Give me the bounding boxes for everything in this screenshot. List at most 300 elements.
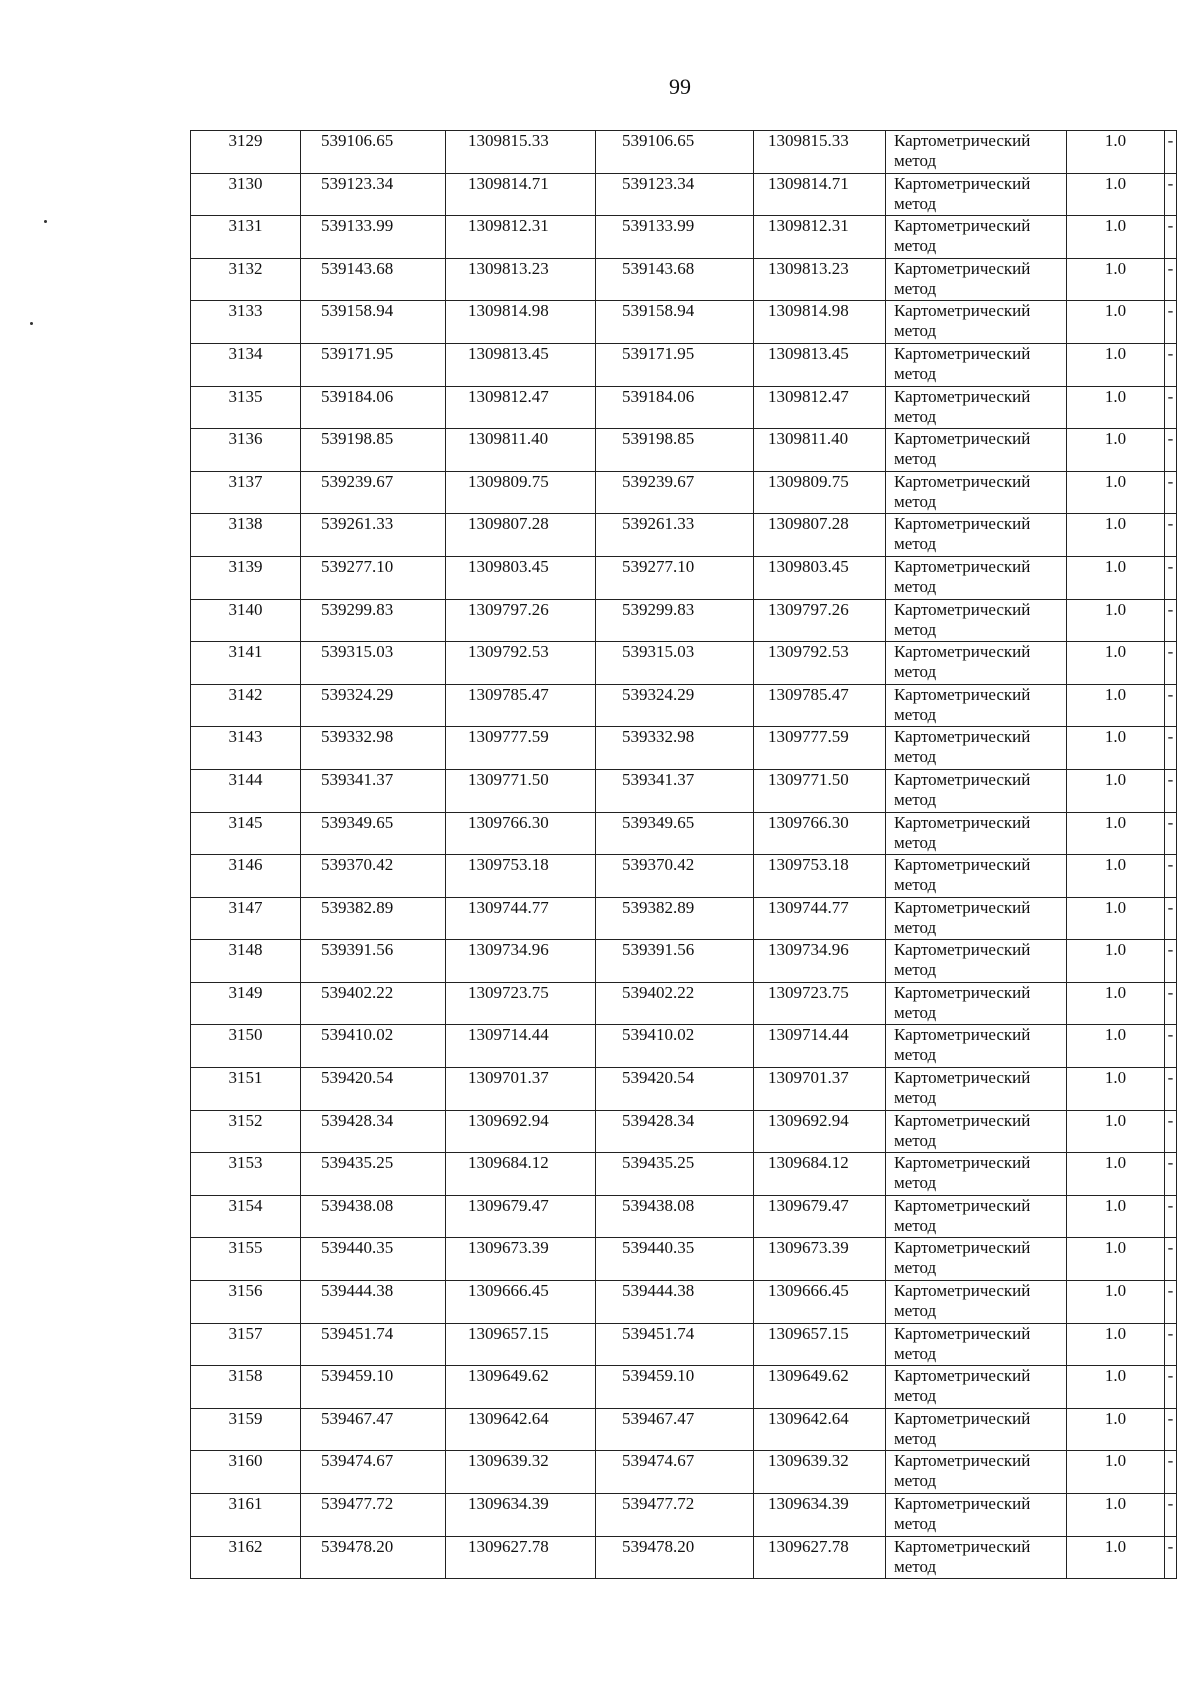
note-cell: - [1165, 982, 1177, 1025]
method-line-2: метод [894, 236, 937, 256]
method-line-2: метод [894, 1088, 937, 1108]
method-line-1: Картометрический [894, 343, 1031, 363]
y-coordinate-cell: 1309814.98 [446, 301, 596, 344]
method-line-2: метод [894, 1343, 937, 1363]
point-number-cell: 3157 [191, 1323, 301, 1366]
y-coordinate-cell: 1309634.39 [446, 1494, 596, 1537]
point-number-cell: 3142 [191, 684, 301, 727]
method-cell [886, 684, 1067, 727]
accuracy-cell: 1.0 [1067, 1494, 1165, 1537]
y-coordinate-cell: 1309627.78 [446, 1536, 596, 1579]
method-line-2: метод [894, 1002, 937, 1022]
x-coordinate-new-cell: 539370.42 [596, 855, 754, 898]
note-cell: - [1165, 1494, 1177, 1537]
y-coordinate-new-cell: 1309734.96 [754, 940, 886, 983]
y-coordinate-cell: 1309649.62 [446, 1366, 596, 1409]
table-row [191, 216, 1177, 259]
x-coordinate-new-cell: 539332.98 [596, 727, 754, 770]
accuracy-cell: 1.0 [1067, 812, 1165, 855]
x-coordinate-new-cell: 539428.34 [596, 1110, 754, 1153]
y-coordinate-new-cell: 1309649.62 [754, 1366, 886, 1409]
x-coordinate-cell: 539444.38 [301, 1281, 446, 1324]
method-cell [886, 471, 1067, 514]
note-cell: - [1165, 1408, 1177, 1451]
method-line-2: метод [894, 1130, 937, 1150]
method-cell [886, 1281, 1067, 1324]
table-row [191, 1195, 1177, 1238]
note-cell: - [1165, 1068, 1177, 1111]
table-row [191, 301, 1177, 344]
table-body [191, 131, 1177, 1579]
method-line-1: Картометрический [894, 429, 1031, 449]
x-coordinate-cell: 539477.72 [301, 1494, 446, 1537]
x-coordinate-cell: 539435.25 [301, 1153, 446, 1196]
accuracy-cell: 1.0 [1067, 556, 1165, 599]
x-coordinate-new-cell: 539239.67 [596, 471, 754, 514]
y-coordinate-new-cell: 1309766.30 [754, 812, 886, 855]
accuracy-cell: 1.0 [1067, 727, 1165, 770]
accuracy-cell: 1.0 [1067, 386, 1165, 429]
method-line-1: Картометрический [894, 216, 1031, 236]
accuracy-cell: 1.0 [1067, 1068, 1165, 1111]
y-coordinate-new-cell: 1309627.78 [754, 1536, 886, 1579]
x-coordinate-cell: 539391.56 [301, 940, 446, 983]
point-number-cell: 3133 [191, 301, 301, 344]
y-coordinate-cell: 1309657.15 [446, 1323, 596, 1366]
x-coordinate-new-cell: 539158.94 [596, 301, 754, 344]
y-coordinate-cell: 1309815.33 [446, 131, 596, 174]
accuracy-cell: 1.0 [1067, 1366, 1165, 1409]
method-line-2: метод [894, 1258, 937, 1278]
method-line-1: Картометрический [894, 386, 1031, 406]
method-line-1: Картометрический [894, 1195, 1031, 1215]
accuracy-cell: 1.0 [1067, 642, 1165, 685]
y-coordinate-new-cell: 1309639.32 [754, 1451, 886, 1494]
note-cell: - [1165, 769, 1177, 812]
method-line-2: метод [894, 321, 937, 341]
point-number-cell: 3144 [191, 769, 301, 812]
point-number-cell: 3149 [191, 982, 301, 1025]
table-row [191, 897, 1177, 940]
method-line-2: метод [894, 576, 937, 596]
table-row [191, 1068, 1177, 1111]
point-number-cell: 3139 [191, 556, 301, 599]
method-line-2: метод [894, 534, 937, 554]
x-coordinate-cell: 539332.98 [301, 727, 446, 770]
method-cell [886, 642, 1067, 685]
x-coordinate-cell: 539440.35 [301, 1238, 446, 1281]
y-coordinate-new-cell: 1309792.53 [754, 642, 886, 685]
y-coordinate-cell: 1309811.40 [446, 429, 596, 472]
table-row [191, 556, 1177, 599]
table-row [191, 727, 1177, 770]
y-coordinate-new-cell: 1309723.75 [754, 982, 886, 1025]
x-coordinate-new-cell: 539184.06 [596, 386, 754, 429]
y-coordinate-new-cell: 1309744.77 [754, 897, 886, 940]
y-coordinate-new-cell: 1309807.28 [754, 514, 886, 557]
table-row [191, 812, 1177, 855]
point-number-cell: 3155 [191, 1238, 301, 1281]
x-coordinate-cell: 539239.67 [301, 471, 446, 514]
method-line-1: Картометрический [894, 855, 1031, 875]
method-cell [886, 897, 1067, 940]
x-coordinate-cell: 539370.42 [301, 855, 446, 898]
method-cell [886, 216, 1067, 259]
x-coordinate-new-cell: 539459.10 [596, 1366, 754, 1409]
method-line-2: метод [894, 1471, 937, 1491]
y-coordinate-new-cell: 1309692.94 [754, 1110, 886, 1153]
x-coordinate-new-cell: 539451.74 [596, 1323, 754, 1366]
note-cell: - [1165, 386, 1177, 429]
x-coordinate-new-cell: 539438.08 [596, 1195, 754, 1238]
x-coordinate-new-cell: 539143.68 [596, 258, 754, 301]
y-coordinate-new-cell: 1309634.39 [754, 1494, 886, 1537]
table-row [191, 429, 1177, 472]
note-cell: - [1165, 1238, 1177, 1281]
x-coordinate-new-cell: 539391.56 [596, 940, 754, 983]
accuracy-cell: 1.0 [1067, 301, 1165, 344]
table-row [191, 1323, 1177, 1366]
y-coordinate-new-cell: 1309813.45 [754, 343, 886, 386]
y-coordinate-cell: 1309785.47 [446, 684, 596, 727]
method-cell [886, 1025, 1067, 1068]
method-line-1: Картометрический [894, 897, 1031, 917]
y-coordinate-new-cell: 1309812.31 [754, 216, 886, 259]
table-row [191, 855, 1177, 898]
x-coordinate-new-cell: 539198.85 [596, 429, 754, 472]
x-coordinate-cell: 539277.10 [301, 556, 446, 599]
method-cell [886, 258, 1067, 301]
table-row [191, 1110, 1177, 1153]
y-coordinate-cell: 1309639.32 [446, 1451, 596, 1494]
x-coordinate-cell: 539382.89 [301, 897, 446, 940]
point-number-cell: 3161 [191, 1494, 301, 1537]
y-coordinate-cell: 1309673.39 [446, 1238, 596, 1281]
y-coordinate-new-cell: 1309679.47 [754, 1195, 886, 1238]
method-line-2: метод [894, 747, 937, 767]
accuracy-cell: 1.0 [1067, 1323, 1165, 1366]
x-coordinate-new-cell: 539478.20 [596, 1536, 754, 1579]
method-line-1: Картометрический [894, 1025, 1031, 1045]
method-cell [886, 343, 1067, 386]
accuracy-cell: 1.0 [1067, 131, 1165, 174]
y-coordinate-cell: 1309766.30 [446, 812, 596, 855]
method-cell [886, 131, 1067, 174]
x-coordinate-new-cell: 539277.10 [596, 556, 754, 599]
x-coordinate-cell: 539420.54 [301, 1068, 446, 1111]
x-coordinate-cell: 539341.37 [301, 769, 446, 812]
method-line-2: метод [894, 363, 937, 383]
note-cell: - [1165, 599, 1177, 642]
point-number-cell: 3145 [191, 812, 301, 855]
note-cell: - [1165, 1110, 1177, 1153]
point-number-cell: 3143 [191, 727, 301, 770]
y-coordinate-new-cell: 1309797.26 [754, 599, 886, 642]
scan-speck [30, 322, 33, 325]
y-coordinate-cell: 1309812.31 [446, 216, 596, 259]
accuracy-cell: 1.0 [1067, 514, 1165, 557]
scan-speck [44, 220, 47, 223]
method-cell [886, 1366, 1067, 1409]
coordinates-table [190, 130, 1177, 1579]
point-number-cell: 3129 [191, 131, 301, 174]
method-line-2: метод [894, 1386, 937, 1406]
method-line-2: метод [894, 960, 937, 980]
method-line-1: Картометрический [894, 727, 1031, 747]
coordinates-table-wrap [190, 130, 1177, 1579]
method-line-1: Картометрический [894, 1068, 1031, 1088]
page-number: 99 [669, 74, 691, 99]
method-line-2: метод [894, 1514, 937, 1533]
method-cell [886, 301, 1067, 344]
accuracy-cell: 1.0 [1067, 216, 1165, 259]
y-coordinate-cell: 1309734.96 [446, 940, 596, 983]
y-coordinate-cell: 1309807.28 [446, 514, 596, 557]
y-coordinate-new-cell: 1309666.45 [754, 1281, 886, 1324]
point-number-cell: 3131 [191, 216, 301, 259]
table-row [191, 471, 1177, 514]
method-line-2: метод [894, 1301, 937, 1321]
table-row [191, 642, 1177, 685]
y-coordinate-new-cell: 1309642.64 [754, 1408, 886, 1451]
x-coordinate-cell: 539324.29 [301, 684, 446, 727]
note-cell: - [1165, 471, 1177, 514]
table-row [191, 1025, 1177, 1068]
point-number-cell: 3137 [191, 471, 301, 514]
y-coordinate-new-cell: 1309684.12 [754, 1153, 886, 1196]
y-coordinate-cell: 1309809.75 [446, 471, 596, 514]
accuracy-cell: 1.0 [1067, 769, 1165, 812]
method-line-2: метод [894, 1215, 937, 1235]
x-coordinate-new-cell: 539261.33 [596, 514, 754, 557]
accuracy-cell: 1.0 [1067, 684, 1165, 727]
x-coordinate-new-cell: 539324.29 [596, 684, 754, 727]
note-cell: - [1165, 940, 1177, 983]
accuracy-cell: 1.0 [1067, 471, 1165, 514]
method-cell [886, 769, 1067, 812]
x-coordinate-cell: 539184.06 [301, 386, 446, 429]
note-cell: - [1165, 173, 1177, 216]
table-row [191, 1408, 1177, 1451]
point-number-cell: 3136 [191, 429, 301, 472]
y-coordinate-cell: 1309813.23 [446, 258, 596, 301]
method-line-1: Картометрический [894, 131, 1031, 150]
note-cell: - [1165, 1323, 1177, 1366]
y-coordinate-cell: 1309679.47 [446, 1195, 596, 1238]
note-cell: - [1165, 514, 1177, 557]
method-cell [886, 173, 1067, 216]
accuracy-cell: 1.0 [1067, 599, 1165, 642]
method-line-1: Картометрический [894, 1281, 1031, 1301]
x-coordinate-cell: 539410.02 [301, 1025, 446, 1068]
accuracy-cell: 1.0 [1067, 258, 1165, 301]
x-coordinate-cell: 539133.99 [301, 216, 446, 259]
y-coordinate-new-cell: 1309814.98 [754, 301, 886, 344]
method-line-1: Картометрический [894, 812, 1031, 832]
point-number-cell: 3156 [191, 1281, 301, 1324]
method-line-1: Картометрический [894, 1536, 1031, 1556]
point-number-cell: 3158 [191, 1366, 301, 1409]
x-coordinate-cell: 539198.85 [301, 429, 446, 472]
x-coordinate-new-cell: 539106.65 [596, 131, 754, 174]
method-line-1: Картометрический [894, 1408, 1031, 1428]
note-cell: - [1165, 1451, 1177, 1494]
point-number-cell: 3160 [191, 1451, 301, 1494]
method-line-1: Картометрический [894, 642, 1031, 662]
method-cell [886, 1451, 1067, 1494]
method-cell [886, 1494, 1067, 1537]
accuracy-cell: 1.0 [1067, 1536, 1165, 1579]
note-cell: - [1165, 727, 1177, 770]
point-number-cell: 3134 [191, 343, 301, 386]
note-cell: - [1165, 1366, 1177, 1409]
method-line-1: Картометрический [894, 1238, 1031, 1258]
method-line-1: Картометрический [894, 258, 1031, 278]
table-row [191, 173, 1177, 216]
x-coordinate-cell: 539158.94 [301, 301, 446, 344]
note-cell: - [1165, 855, 1177, 898]
point-number-cell: 3146 [191, 855, 301, 898]
y-coordinate-cell: 1309803.45 [446, 556, 596, 599]
x-coordinate-new-cell: 539349.65 [596, 812, 754, 855]
note-cell: - [1165, 131, 1177, 174]
x-coordinate-new-cell: 539410.02 [596, 1025, 754, 1068]
accuracy-cell: 1.0 [1067, 343, 1165, 386]
table-row [191, 1451, 1177, 1494]
method-cell [886, 982, 1067, 1025]
method-cell [886, 556, 1067, 599]
method-line-2: метод [894, 917, 937, 937]
x-coordinate-cell: 539428.34 [301, 1110, 446, 1153]
method-cell [886, 1238, 1067, 1281]
x-coordinate-new-cell: 539382.89 [596, 897, 754, 940]
table-row [191, 1238, 1177, 1281]
accuracy-cell: 1.0 [1067, 1281, 1165, 1324]
method-line-1: Картометрический [894, 982, 1031, 1002]
y-coordinate-cell: 1309814.71 [446, 173, 596, 216]
table-row [191, 131, 1177, 174]
y-coordinate-new-cell: 1309809.75 [754, 471, 886, 514]
point-number-cell: 3135 [191, 386, 301, 429]
table-row [191, 343, 1177, 386]
method-line-1: Картометрический [894, 301, 1031, 321]
method-cell [886, 429, 1067, 472]
method-cell [886, 1323, 1067, 1366]
x-coordinate-new-cell: 539315.03 [596, 642, 754, 685]
point-number-cell: 3132 [191, 258, 301, 301]
y-coordinate-new-cell: 1309771.50 [754, 769, 886, 812]
y-coordinate-new-cell: 1309811.40 [754, 429, 886, 472]
accuracy-cell: 1.0 [1067, 1110, 1165, 1153]
method-cell [886, 940, 1067, 983]
accuracy-cell: 1.0 [1067, 940, 1165, 983]
note-cell: - [1165, 216, 1177, 259]
x-coordinate-new-cell: 539477.72 [596, 1494, 754, 1537]
method-line-2: метод [894, 619, 937, 639]
method-line-2: метод [894, 789, 937, 809]
y-coordinate-cell: 1309753.18 [446, 855, 596, 898]
point-number-cell: 3159 [191, 1408, 301, 1451]
method-cell [886, 386, 1067, 429]
method-line-2: метод [894, 1173, 937, 1193]
table-row [191, 514, 1177, 557]
method-line-1: Картометрический [894, 1110, 1031, 1130]
method-line-2: метод [894, 193, 937, 213]
point-number-cell: 3152 [191, 1110, 301, 1153]
y-coordinate-cell: 1309797.26 [446, 599, 596, 642]
x-coordinate-cell: 539402.22 [301, 982, 446, 1025]
x-coordinate-new-cell: 539467.47 [596, 1408, 754, 1451]
x-coordinate-cell: 539261.33 [301, 514, 446, 557]
y-coordinate-cell: 1309684.12 [446, 1153, 596, 1196]
table-row [191, 769, 1177, 812]
x-coordinate-cell: 539349.65 [301, 812, 446, 855]
note-cell: - [1165, 429, 1177, 472]
y-coordinate-cell: 1309792.53 [446, 642, 596, 685]
x-coordinate-new-cell: 539420.54 [596, 1068, 754, 1111]
x-coordinate-cell: 539478.20 [301, 1536, 446, 1579]
y-coordinate-new-cell: 1309673.39 [754, 1238, 886, 1281]
x-coordinate-cell: 539467.47 [301, 1408, 446, 1451]
method-line-1: Картометрический [894, 940, 1031, 960]
note-cell: - [1165, 642, 1177, 685]
method-line-2: метод [894, 449, 937, 469]
method-cell [886, 1195, 1067, 1238]
x-coordinate-cell: 539315.03 [301, 642, 446, 685]
method-line-1: Картометрический [894, 1494, 1031, 1513]
table-row [191, 1494, 1177, 1537]
table-row [191, 1153, 1177, 1196]
method-cell [886, 855, 1067, 898]
accuracy-cell: 1.0 [1067, 982, 1165, 1025]
y-coordinate-new-cell: 1309701.37 [754, 1068, 886, 1111]
note-cell: - [1165, 812, 1177, 855]
y-coordinate-new-cell: 1309785.47 [754, 684, 886, 727]
y-coordinate-new-cell: 1309813.23 [754, 258, 886, 301]
point-number-cell: 3147 [191, 897, 301, 940]
y-coordinate-cell: 1309723.75 [446, 982, 596, 1025]
table-row [191, 386, 1177, 429]
method-cell [886, 1068, 1067, 1111]
y-coordinate-cell: 1309813.45 [446, 343, 596, 386]
accuracy-cell: 1.0 [1067, 1153, 1165, 1196]
x-coordinate-new-cell: 539341.37 [596, 769, 754, 812]
method-line-2: метод [894, 832, 937, 852]
note-cell: - [1165, 1153, 1177, 1196]
point-number-cell: 3140 [191, 599, 301, 642]
x-coordinate-cell: 539299.83 [301, 599, 446, 642]
x-coordinate-cell: 539451.74 [301, 1323, 446, 1366]
x-coordinate-new-cell: 539171.95 [596, 343, 754, 386]
note-cell: - [1165, 556, 1177, 599]
accuracy-cell: 1.0 [1067, 1238, 1165, 1281]
y-coordinate-cell: 1309771.50 [446, 769, 596, 812]
table-row [191, 1366, 1177, 1409]
accuracy-cell: 1.0 [1067, 1195, 1165, 1238]
method-cell [886, 727, 1067, 770]
method-line-1: Картометрический [894, 599, 1031, 619]
accuracy-cell: 1.0 [1067, 1408, 1165, 1451]
point-number-cell: 3148 [191, 940, 301, 983]
point-number-cell: 3150 [191, 1025, 301, 1068]
method-line-2: метод [894, 406, 937, 426]
note-cell: - [1165, 258, 1177, 301]
method-cell [886, 1408, 1067, 1451]
point-number-cell: 3130 [191, 173, 301, 216]
x-coordinate-cell: 539474.67 [301, 1451, 446, 1494]
accuracy-cell: 1.0 [1067, 1025, 1165, 1068]
method-line-2: метод [894, 1428, 937, 1448]
